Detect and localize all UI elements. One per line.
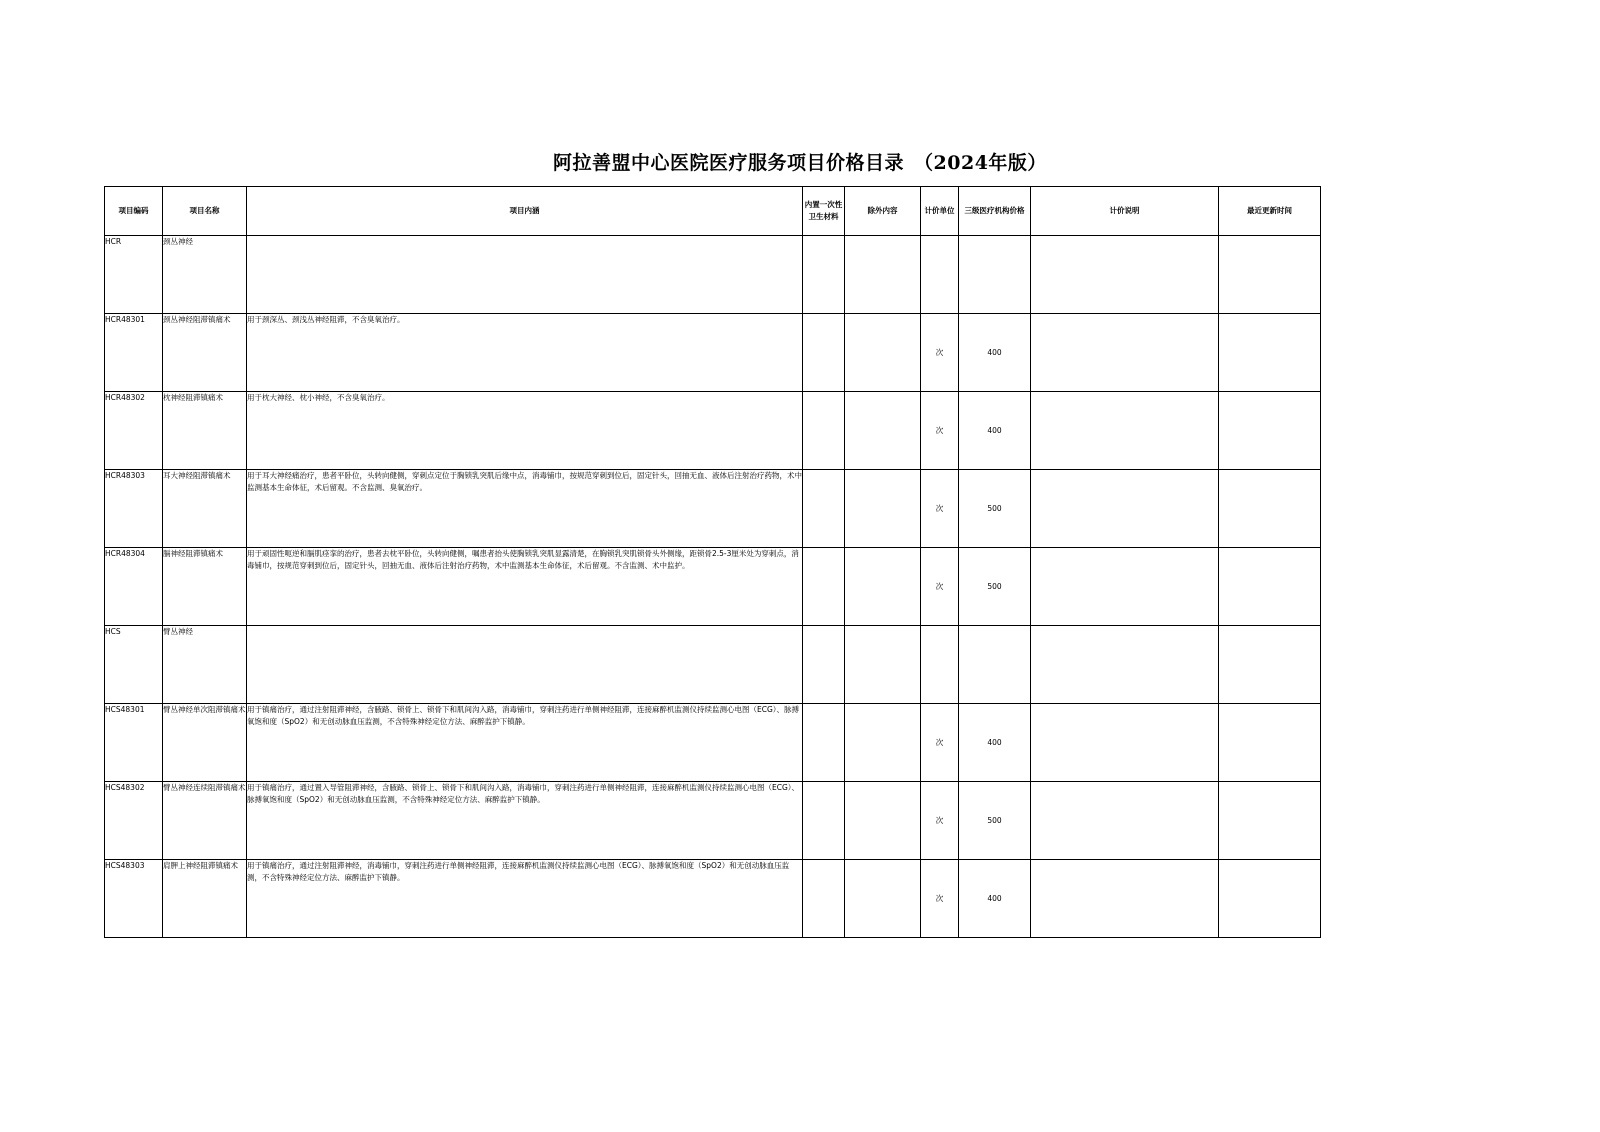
row-unit: 次	[921, 860, 959, 938]
row-price: 500	[959, 470, 1031, 548]
row-updated	[1219, 860, 1321, 938]
row-price: 500	[959, 548, 1031, 626]
row-code: HCR48303	[105, 470, 163, 548]
row-price: 400	[959, 860, 1031, 938]
header-name: 项目名称	[163, 187, 247, 236]
row-materials	[803, 704, 845, 782]
header-note: 计价说明	[1031, 187, 1219, 236]
row-unit	[921, 626, 959, 704]
row-unit: 次	[921, 314, 959, 392]
row-excluded	[845, 392, 921, 470]
row-code: HCS48301	[105, 704, 163, 782]
row-content: 用于镇痛治疗，通过置入导管阻滞神经，含腋路、锁骨上、锁骨下和肌间沟入路，消毒铺巾，穿刺注药进行单侧神经阻滞，连接麻醉机监测仪持续监测心电图（ECG）、脉搏氧饱和度（SpO2）和无创动脉血压监测，不含特殊神经定位方法、麻醉监护下镇静。	[247, 782, 803, 860]
row-name: 耳大神经阻滞镇痛术	[163, 470, 247, 548]
table-row	[105, 314, 1321, 392]
row-price	[959, 626, 1031, 704]
row-content: 用于顽固性呃逆和膈肌痉挛的治疗，患者去枕平卧位，头转向健侧，嘱患者抬头使胸锁乳突肌显露清楚，在胸锁乳突肌锁骨头外侧缘，距锁骨2.5-3厘米处为穿刺点，消毒铺巾，按规范穿刺到位后，固定针头，回抽无血、液体后注射治疗药物，术中监测基本生命体征，术后留观。不含监测、术中监护。	[247, 548, 803, 626]
row-name: 臂丛神经单次阻滞镇痛术	[163, 704, 247, 782]
row-note	[1031, 548, 1219, 626]
page-title: 阿拉善盟中心医院医疗服务项目价格目录 （2024年版）	[553, 152, 1047, 174]
row-note	[1031, 470, 1219, 548]
row-note	[1031, 626, 1219, 704]
row-excluded	[845, 236, 921, 314]
table-row	[105, 860, 1321, 938]
row-name: 肩胛上神经阻滞镇痛术	[163, 860, 247, 938]
row-updated	[1219, 470, 1321, 548]
row-content: 用于镇痛治疗，通过注射阻滞神经，含腋路、锁骨上、锁骨下和肌间沟入路，消毒铺巾，穿刺注药进行单侧神经阻滞，连接麻醉机监测仪持续监测心电图（ECG）、脉搏氧饱和度（SpO2）和无创动脉血压监测，不含特殊神经定位方法、麻醉监护下镇静。	[247, 704, 803, 782]
table-row	[105, 470, 1321, 548]
row-name: 臂丛神经	[163, 626, 247, 704]
header-price: 三级医疗机构价格	[959, 187, 1031, 236]
row-code: HCS48303	[105, 860, 163, 938]
row-note	[1031, 314, 1219, 392]
table-row	[105, 548, 1321, 626]
row-name: 膈神经阻滞镇痛术	[163, 548, 247, 626]
row-note	[1031, 392, 1219, 470]
row-name: 颈丛神经阻滞镇痛术	[163, 314, 247, 392]
row-price	[959, 236, 1031, 314]
row-updated	[1219, 704, 1321, 782]
row-excluded	[845, 314, 921, 392]
table-row	[105, 704, 1321, 782]
row-excluded	[845, 470, 921, 548]
row-code: HCS48302	[105, 782, 163, 860]
row-excluded	[845, 626, 921, 704]
table-row	[105, 782, 1321, 860]
header-excluded: 除外内容	[845, 187, 921, 236]
row-excluded	[845, 548, 921, 626]
row-code: HCR48301	[105, 314, 163, 392]
table-row	[105, 236, 1321, 314]
table-row	[105, 626, 1321, 704]
row-note	[1031, 860, 1219, 938]
row-updated	[1219, 236, 1321, 314]
table-body	[105, 236, 1321, 938]
row-price: 400	[959, 314, 1031, 392]
row-materials	[803, 548, 845, 626]
row-excluded	[845, 704, 921, 782]
row-price: 400	[959, 392, 1031, 470]
row-updated	[1219, 626, 1321, 704]
header-code: 项目编码	[105, 187, 163, 236]
row-excluded	[845, 782, 921, 860]
row-materials	[803, 314, 845, 392]
table-row	[105, 392, 1321, 470]
row-materials	[803, 782, 845, 860]
row-excluded	[845, 860, 921, 938]
row-content: 用于枕大神经、枕小神经，不含臭氧治疗。	[247, 392, 803, 470]
row-name: 颈丛神经	[163, 236, 247, 314]
row-note	[1031, 782, 1219, 860]
row-code: HCR	[105, 236, 163, 314]
row-name: 枕神经阻滞镇痛术	[163, 392, 247, 470]
row-content	[247, 236, 803, 314]
row-updated	[1219, 314, 1321, 392]
row-price: 400	[959, 704, 1031, 782]
row-price: 500	[959, 782, 1031, 860]
row-materials	[803, 236, 845, 314]
row-unit: 次	[921, 704, 959, 782]
row-unit: 次	[921, 392, 959, 470]
row-updated	[1219, 392, 1321, 470]
row-content: 用于镇痛治疗，通过注射阻滞神经，消毒铺巾，穿刺注药进行单侧神经阻滞，连接麻醉机监测仪持续监测心电图（ECG）、脉搏氧饱和度（SpO2）和无创动脉血压监测，不含特殊神经定位方法、麻醉监护下镇静。	[247, 860, 803, 938]
row-materials	[803, 626, 845, 704]
header-row	[105, 187, 1321, 236]
header-content: 项目内涵	[247, 187, 803, 236]
row-note	[1031, 704, 1219, 782]
row-content	[247, 626, 803, 704]
header-materials: 内置一次性卫生材料	[803, 187, 845, 236]
row-code: HCR48304	[105, 548, 163, 626]
header-unit: 计价单位	[921, 187, 959, 236]
row-name: 臂丛神经连续阻滞镇痛术	[163, 782, 247, 860]
row-updated	[1219, 782, 1321, 860]
price-table	[104, 186, 1321, 938]
row-unit	[921, 236, 959, 314]
row-updated	[1219, 548, 1321, 626]
row-materials	[803, 470, 845, 548]
row-materials	[803, 392, 845, 470]
row-unit: 次	[921, 548, 959, 626]
row-code: HCS	[105, 626, 163, 704]
row-content: 用于颈深丛、颈浅丛神经阻滞，不含臭氧治疗。	[247, 314, 803, 392]
header-updated: 最近更新时间	[1219, 187, 1321, 236]
row-unit: 次	[921, 782, 959, 860]
row-note	[1031, 236, 1219, 314]
row-content: 用于耳大神经痛治疗，患者平卧位，头转向健侧，穿刺点定位于胸锁乳突肌后缘中点，消毒铺巾，按规范穿刺到位后，固定针头，回抽无血、液体后注射治疗药物，术中监测基本生命体征，术后留观。不含监测、臭氧治疗。	[247, 470, 803, 548]
row-unit: 次	[921, 470, 959, 548]
row-code: HCR48302	[105, 392, 163, 470]
row-materials	[803, 860, 845, 938]
